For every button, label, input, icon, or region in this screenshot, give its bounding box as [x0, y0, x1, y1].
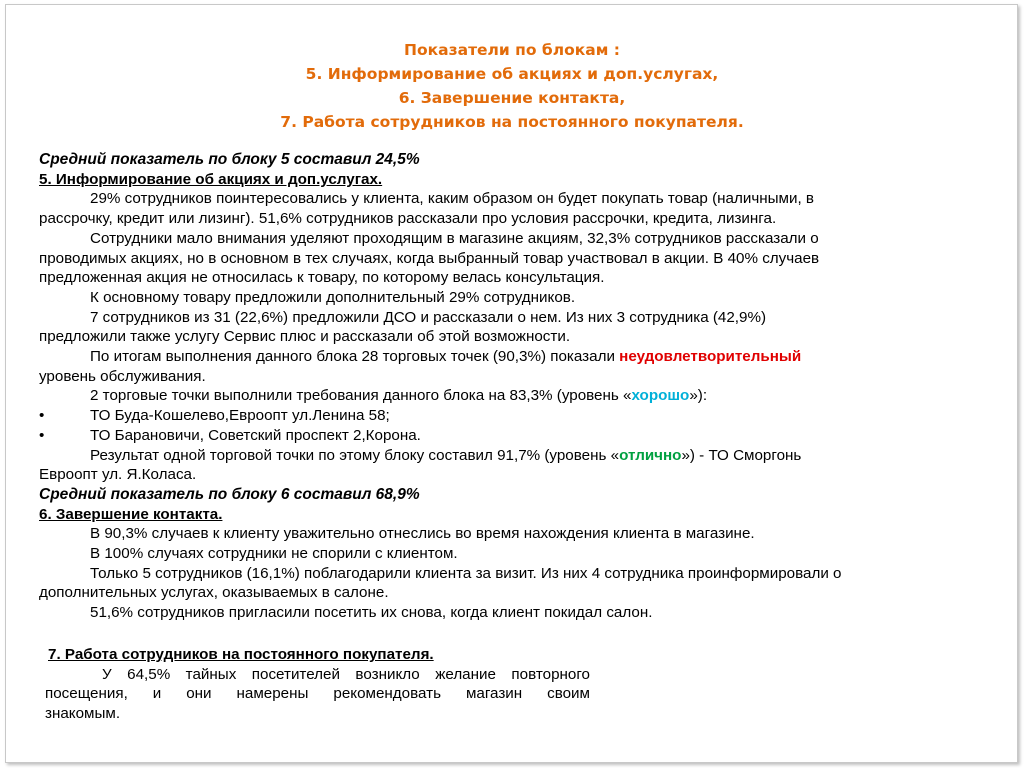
bullet-icon: •: [39, 426, 45, 444]
block7-section: [45, 645, 590, 724]
block6-paragraph-4: 51,6% сотрудников пригласили посетить их снова, когда клиент покидал салон.: [90, 604, 653, 622]
block7-line-2: посещения, и они намерены рекомендовать магазин своим: [45, 685, 590, 703]
title-line-2: 5. Информирование об акциях и доп.услугах,: [305, 65, 719, 83]
report-body: [39, 150, 944, 623]
block5-paragraph-6: [39, 386, 944, 406]
bullet-1-text: ТО Буда-Кошелево,Евроопт ул.Ленина 58;: [90, 407, 390, 425]
block6-summary: Средний показатель по блоку 6 составил 68,9%: [39, 485, 420, 503]
block5-paragraph-2-line-2: проводимых акциях, но в основном в тех случаях, когда выбранный товар участвовал в акции. В 40% случаев: [39, 249, 820, 267]
block5-p6-tail: »):: [689, 387, 708, 405]
block6-heading: 6. Завершение контакта.: [39, 505, 223, 523]
block5-paragraph-1-line-1: 29% сотрудников поинтересовались у клиента, каким образом он будет покупать товар (наличными, в: [90, 190, 814, 208]
block5-p7-tail: ») - ТО Сморгонь: [681, 446, 802, 464]
bullet-2-text: ТО Барановичи, Советский проспект 2,Корона.: [90, 426, 421, 444]
block6-paragraph-2: В 100% случаях сотрудники не спорили с клиентом.: [90, 545, 458, 563]
block5-p5-text: По итогам выполнения данного блока 28 торговых точек (90,3%) показали: [90, 348, 620, 366]
block5-paragraph-7-line-2: Евроопт ул. Я.Колаcа.: [39, 466, 197, 484]
list-item: [39, 426, 944, 446]
title-line-4: 7. Работа сотрудников на постоянного покупателя.: [280, 113, 744, 131]
block5-paragraph-2-line-1: Сотрудники мало внимания уделяют проходящим в магазине акциям, 32,3% сотрудников рассказали о: [90, 229, 819, 247]
block7-line-3: знакомым.: [45, 705, 121, 723]
block5-paragraph-4-line-1: 7 сотрудников из 31 (22,6%) предложили ДСО и рассказали о нем. Из них 3 сотрудника (42,9%): [90, 308, 767, 326]
slide-title: [0, 38, 1024, 134]
block6-paragraph-3-line-1: Только 5 сотрудников (16,1%) поблагодарили клиента за визит. Из них 4 сотрудника проинформировали о: [90, 564, 842, 582]
block5-summary: Средний показатель по блоку 5 составил 24,5%: [39, 151, 420, 168]
block6-paragraph-3-line-2: дополнительных услугах, оказываемых в салоне.: [39, 584, 389, 602]
rating-good: хорошо: [631, 387, 690, 405]
block5-p6-text: 2 торговые точки выполнили требования данного блока на 83,3% (уровень «: [90, 387, 632, 405]
block5-paragraph-1-line-2: рассрочку, кредит или лизинг). 51,6% сотрудников рассказали про условия рассрочки, кредита, лизинга.: [39, 210, 777, 228]
bullet-icon: •: [39, 407, 45, 425]
block5-paragraph-3: К основному товару предложили дополнительный 29% сотрудников.: [90, 288, 576, 306]
list-item: [39, 406, 944, 426]
block5-paragraph-4-line-2: предложили также услугу Сервис плюс и рассказали об этой возможности.: [39, 328, 571, 346]
block5-paragraph-5-line-2: уровень обслуживания.: [39, 367, 206, 385]
block7-line-1: У 64,5% тайных посетителей возникло желание повторного: [102, 665, 590, 683]
block6-paragraph-1: В 90,3% случаев к клиенту уважительно отнеслись во время нахождения клиента в магазине.: [90, 525, 755, 543]
block5-paragraph-7-line-1: [39, 446, 944, 466]
block5-paragraph-5-line-1: [39, 347, 944, 367]
block5-heading: 5. Информирование об акциях и доп.услугах.: [39, 170, 383, 188]
title-line-3: 6. Завершение контакта,: [398, 89, 626, 107]
block7-heading: 7. Работа сотрудников на постоянного покупателя.: [48, 646, 434, 663]
rating-unsatisfactory: неудовлетворительный: [619, 348, 802, 366]
rating-excellent: отлично: [619, 446, 682, 464]
title-line-1: Показатели по блокам :: [404, 41, 620, 59]
block5-paragraph-2-line-3: предложенная акция не относилась к товару, по которому велась консультация.: [39, 269, 605, 287]
block5-p7-text: Результат одной торговой точки по этому блоку составил 91,7% (уровень «: [90, 446, 620, 464]
